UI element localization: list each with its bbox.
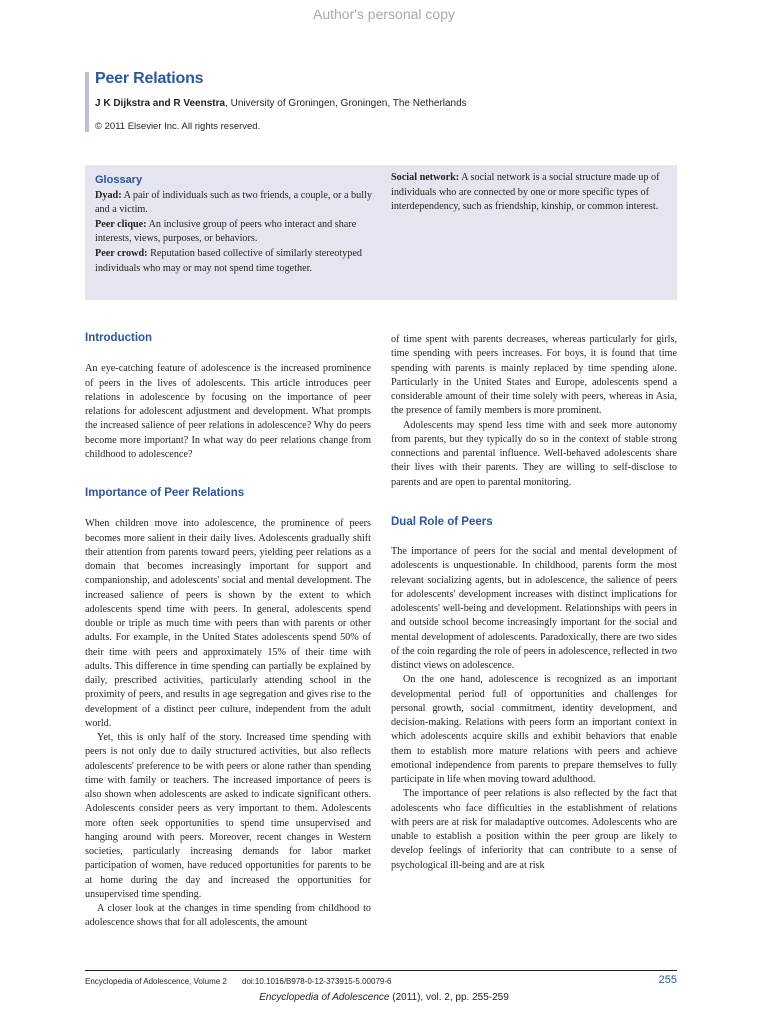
glossary-entry: [95, 218, 375, 247]
footer-rule: [85, 970, 677, 971]
paragraph: An eye-catching feature of adolescence is the increased prominence of peers in the lives of adolescents. This article introduces peer relations in adolescence by focusing on the importance of peer relations for adolescent adjustment and development. What prompts the increased salience of peer relations in adolescence? Why do peers become more important? In what way do peer relations change from childhood to adolescence?: [85, 363, 371, 460]
citation-details: (2011), vol. 2, pp. 255-259: [389, 992, 509, 1003]
paragraph: The importance of peers for the social and mental development of adolescents is unquestionable. In childhood, parents form the most relevant socializing agents, but in adolescence, the salience of peers for adolescents' development increases with distinct implications for adolescents' well-being and development. Relationships with peers in and outside school become increasingly important for the social and mental development of adolescents. Paradoxically, there are two sides of the coin regarding the role of peers in adolescence, reflected in two distinct views on adolescence.: [391, 546, 677, 671]
author-affiliation: , University of Groningen, Groningen, The Netherlands: [225, 98, 467, 109]
article-title: Peer Relations: [95, 70, 204, 87]
paragraph: A closer look at the changes in time spending from childhood to adolescence shows that for all adolescents, the amount: [85, 903, 371, 929]
glossary-entry: [95, 247, 375, 276]
paragraph: Yet, this is only half of the story. Increased time spending with peers is not only due to daily structured activities, but also reflects adolescents' preference to be with peers or alone rather than spending time with family or teachers. The increased importance of peers is also shown when adolescents are asked to indicate significant others. Adolescents consider peers as very important to them. Adolescents more often seek opportunities to spend time unsupervised and hanging around with peers. Moreover, recent changes in Western societies, particularly increasing demands for labor market participation of women, have reduced opportunities for parents to be at home during the day and increased the opportunities for unsupervised time spending.: [85, 732, 371, 900]
glossary-term: Dyad:: [95, 189, 122, 201]
citation-line: [0, 992, 768, 1003]
author-names: J K Dijkstra and R Veenstra: [95, 98, 226, 109]
glossary-definition: Reputation based collective of similarly stereotyped individuals who may or may not spend time together.: [95, 247, 362, 274]
copyright-notice: © 2011 Elsevier Inc. All rights reserved.: [95, 121, 261, 132]
paragraph: When children move into adolescence, the prominence of peers becomes more salient in their daily lives. Adolescents gradually shift their attention from parents toward peers, yielding peer relations as a domain that becomes increasingly important for support and companionship, and adolescents' social and mental development. The increased salience of peers is shown by the extent to which adolescents spend time with peers. In general, adolescents spend double or triple as much time with peers than with parents or other adults. For example, in the United States adolescents spend 50% of their time with peers and approximately 15% of their time with adults. This difference in time spending can partially be explained by daily, prescribed activities, particularly attending school in the proximity of peers, and results in age segregation and gives rise to the development of a distinct peer culture, independent from the adult world.: [85, 518, 371, 729]
glossary-entry: [391, 171, 669, 215]
glossary-term: Social network:: [391, 172, 460, 183]
glossary-entry: [95, 189, 375, 218]
glossary-term: Peer crowd:: [95, 247, 148, 259]
watermark: Author's personal copy: [313, 6, 455, 22]
paragraph: The importance of peer relations is also reflected by the fact that adolescents who face difficulties in the establishment of relations with peers are at risk for maladaptive outcomes. Adolescents who are unable to establish a position within the peer group are likely to develop feelings of inferiority that can contribute to a sense of psychological ill-being and are at risk: [391, 788, 677, 871]
footer-doi: doi:10.1016/B978-0-12-373915-5.00079-6: [242, 977, 392, 986]
right-column: [391, 333, 677, 873]
glossary-definition: An inclusive group of peers who interact and share interests, views, purposes, or behaviors.: [95, 218, 357, 245]
paragraph: of time spent with parents decreases, whereas particularly for girls, time spending with peers increases. For boys, it is found that time spending with parents is mainly replaced by time spending alone. Particularly in the United States and Europe, adolescents spend a considerable amount of their time solely with peers, whereas in Asia, the presence of family members is more prominent.: [391, 334, 677, 417]
glossary-term: Peer clique:: [95, 218, 147, 230]
author-line: [95, 98, 467, 109]
section-heading-introduction: Introduction: [85, 332, 153, 344]
citation-title: Encyclopedia of Adolescence: [259, 992, 390, 1003]
section-heading-importance: Importance of Peer Relations: [85, 487, 245, 499]
left-column: [85, 331, 371, 931]
glossary-right-column: [391, 171, 669, 215]
glossary-box: [85, 165, 677, 300]
page-number: 255: [658, 974, 677, 986]
title-accent-bar: [85, 72, 89, 132]
glossary-definition: A pair of individuals such as two friends, a couple, or a bully and a victim.: [95, 189, 373, 216]
section-heading-dual-role: Dual Role of Peers: [391, 515, 493, 528]
glossary-definition: A social network is a social structure made up of individuals who are connected by one or more specific types of interdependency, such as friendship, kinship, or common interest.: [391, 172, 660, 213]
glossary-title: Glossary: [95, 174, 143, 186]
glossary-left-column: [95, 171, 375, 276]
paragraph: On the one hand, adolescence is recognized as an important developmental period full of opportunities and challenges for personal growth, social commitment, identity development, and decision-making. Relations with peers form an important context in which adolescents acquire skills and exhibit behaviors that enable them to establish more mature relations with peers and achieve emotional independence from parents to prepare themselves to fully participate in life when moving toward adulthood.: [391, 674, 677, 785]
footer-volume: Encyclopedia of Adolescence, Volume 2: [85, 977, 227, 986]
paragraph: Adolescents may spend less time with and seek more autonomy from parents, but they typically do so in the context of stable strong connections and parental influence. Well-behaved adolescents share their lives with their parents. They are willing to self-disclose to parents and are open to parental monitoring.: [391, 419, 677, 488]
